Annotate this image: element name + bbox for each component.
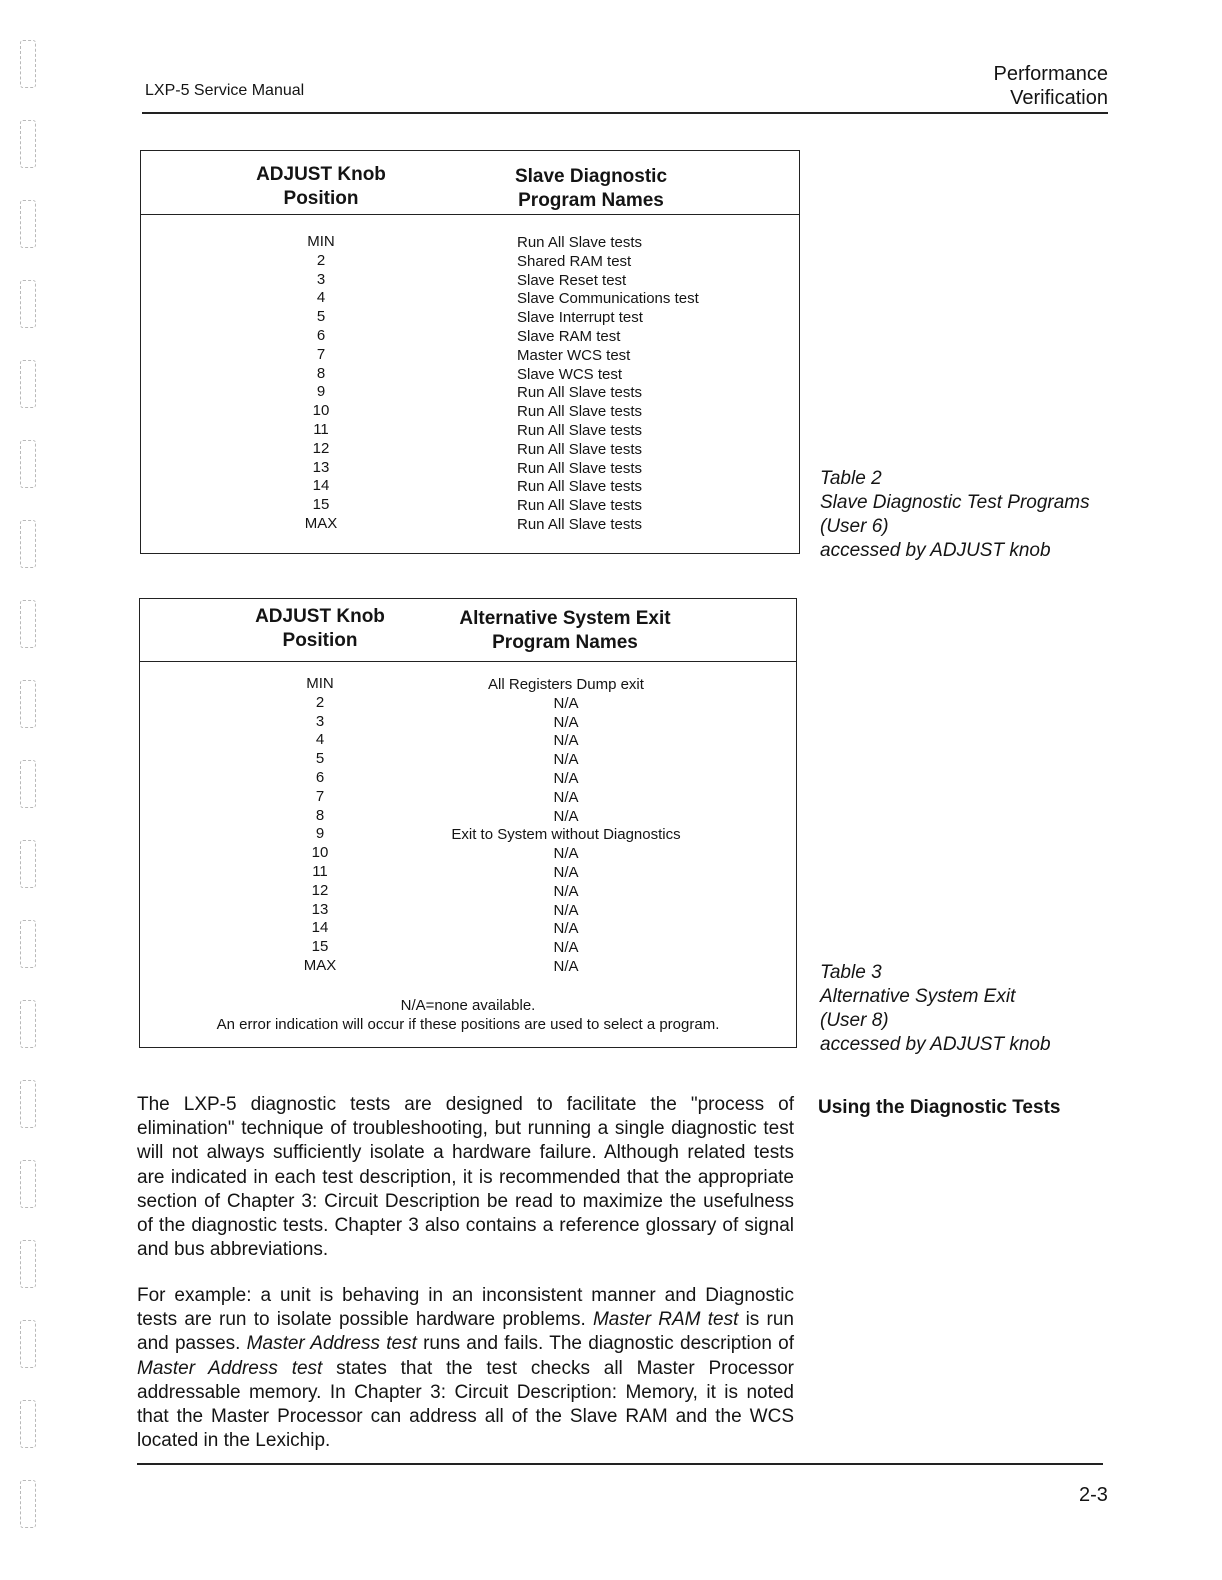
program-name: N/A <box>553 845 579 863</box>
knob-position: 10 <box>311 844 329 862</box>
knob-position: 5 <box>315 750 325 768</box>
program-name: Run All Slave tests <box>517 459 643 477</box>
footer-rule <box>137 1463 1103 1465</box>
program-name: Run All Slave tests <box>517 234 643 251</box>
program-name: All Registers Dump exit <box>488 676 644 693</box>
program-name: Run All Slave tests <box>517 515 643 533</box>
program-name: N/A <box>553 863 579 881</box>
section-heading: Using the Diagnostic Tests <box>818 1097 1061 1118</box>
knob-position: 6 <box>316 326 326 344</box>
knob-position: 8 <box>315 806 325 824</box>
knob-position: 2 <box>316 251 326 269</box>
table-3-note-line1: N/A=none available. <box>400 997 536 1014</box>
program-name: Run All Slave tests <box>517 384 643 402</box>
section-title <box>994 62 1109 110</box>
table-3-note-line2: An error indication will occur if these positions are used to select a program. <box>216 1015 720 1033</box>
page-number: 2-3 <box>1079 1484 1108 1506</box>
table-3-header <box>140 599 796 662</box>
section-title-line2: Verification <box>1010 87 1108 109</box>
program-name: Slave Communications test <box>517 290 699 308</box>
table-3-col2-header: Alternative System Exit Program Names <box>459 608 671 653</box>
program-name: N/A <box>553 751 579 769</box>
test-name-master-address-2: Master Address test <box>137 1357 323 1379</box>
program-name: Run All Slave tests <box>517 421 643 439</box>
program-name: Exit to System without Diagnostics <box>451 826 681 844</box>
table-3 <box>139 598 797 1048</box>
knob-position: 14 <box>312 477 330 495</box>
knob-position: 13 <box>311 900 329 918</box>
program-name: Run All Slave tests <box>517 497 643 515</box>
table-3-program-names <box>420 676 712 977</box>
program-name: Run All Slave tests <box>517 440 643 458</box>
knob-position: 15 <box>311 938 329 956</box>
knob-position: 10 <box>312 402 330 420</box>
knob-position: 4 <box>316 289 326 307</box>
table-3-note <box>140 997 796 1035</box>
knob-position: 6 <box>315 768 325 786</box>
table-2-col1-header: ADJUST Knob Position <box>256 164 386 209</box>
table-2-col2-header: Slave Diagnostic Program Names <box>514 166 668 211</box>
program-name: Slave WCS test <box>517 365 623 383</box>
binder-hole-marks <box>16 30 42 1550</box>
program-name: N/A <box>553 694 579 712</box>
table-2-header <box>141 151 799 215</box>
knob-position: 9 <box>316 383 326 401</box>
program-name: N/A <box>553 788 579 806</box>
program-name: Slave Reset test <box>517 271 627 289</box>
program-name: Run All Slave tests <box>517 478 643 496</box>
paragraph-1: The LXP-5 diagnostic tests are designed to facilitate the "process of elimination" technique of troubleshooting, but running a single diagnostic test will not always sufficiently isolate a hardware failure. Although related tests are indicated in each test description, it is recommended that the appropriate section of Chapter 3: Circuit Description be read to maximize the usefulness of the diagnostic tests. Chapter 3 also contains a reference glossary of signal and bus abbreviations. <box>137 1094 794 1261</box>
knob-position: 11 <box>313 420 329 438</box>
knob-position: 3 <box>316 270 326 288</box>
program-name: N/A <box>553 901 579 919</box>
knob-position: 12 <box>311 881 329 899</box>
knob-position: MAX <box>304 514 338 532</box>
paragraph-2: For example: a unit is behaving in an inconsistent manner and Diagnostic tests are run to isolate possible hardware problems. Master RAM test is run and passes. Master Address test runs and fails. The diagnostic description of Master Address test states that the test checks all Master Processor addressable memory. In Chapter 3: Circuit Description: Memory, it is noted that the Master Processor can address all of the Slave RAM and the WCS located in the Lexichip. <box>137 1285 795 1452</box>
knob-position: MAX <box>303 956 337 974</box>
knob-position: 4 <box>315 731 325 749</box>
program-name: N/A <box>553 807 579 825</box>
program-name: Run All Slave tests <box>517 403 643 421</box>
header-rule <box>142 112 1108 114</box>
table-2-program-names <box>517 234 777 535</box>
knob-position: 8 <box>316 364 326 382</box>
knob-position: 7 <box>316 345 326 363</box>
knob-position: 7 <box>315 787 325 805</box>
table-3-col1-header: ADJUST Knob Position <box>255 606 385 651</box>
knob-position: 3 <box>315 712 325 730</box>
table-2-positions <box>281 233 361 534</box>
knob-position: 9 <box>315 825 325 843</box>
program-name: N/A <box>553 732 579 750</box>
program-name: N/A <box>553 769 579 787</box>
program-name: Slave RAM test <box>517 327 621 345</box>
table-3-positions <box>280 675 360 976</box>
section-title-line1: Performance <box>993 63 1108 85</box>
test-name-master-address: Master Address test <box>246 1333 417 1355</box>
program-name: N/A <box>553 957 579 975</box>
knob-position: 11 <box>312 862 328 880</box>
table-2-caption: Table 2 Slave Diagnostic Test Programs (User 6) accessed by ADJUST knob <box>820 468 1090 561</box>
knob-position: 15 <box>312 496 330 514</box>
knob-position: MIN <box>307 233 335 250</box>
knob-position: 14 <box>311 919 329 937</box>
knob-position: 13 <box>312 458 330 476</box>
program-name: Shared RAM test <box>517 252 632 270</box>
knob-position: 12 <box>312 439 330 457</box>
program-name: Master WCS test <box>517 346 631 364</box>
program-name: N/A <box>553 920 579 938</box>
knob-position: 5 <box>316 308 326 326</box>
program-name: N/A <box>553 713 579 731</box>
manual-title: LXP-5 Service Manual <box>145 82 305 99</box>
knob-position: 2 <box>315 693 325 711</box>
program-name: N/A <box>553 939 579 957</box>
table-2 <box>140 150 800 554</box>
knob-position: MIN <box>306 675 334 692</box>
table-3-caption: Table 3 Alternative System Exit (User 8) accessed by ADJUST knob <box>820 962 1051 1055</box>
test-name-master-ram: Master RAM test <box>592 1309 739 1331</box>
program-name: Slave Interrupt test <box>517 309 643 327</box>
program-name: N/A <box>553 882 579 900</box>
